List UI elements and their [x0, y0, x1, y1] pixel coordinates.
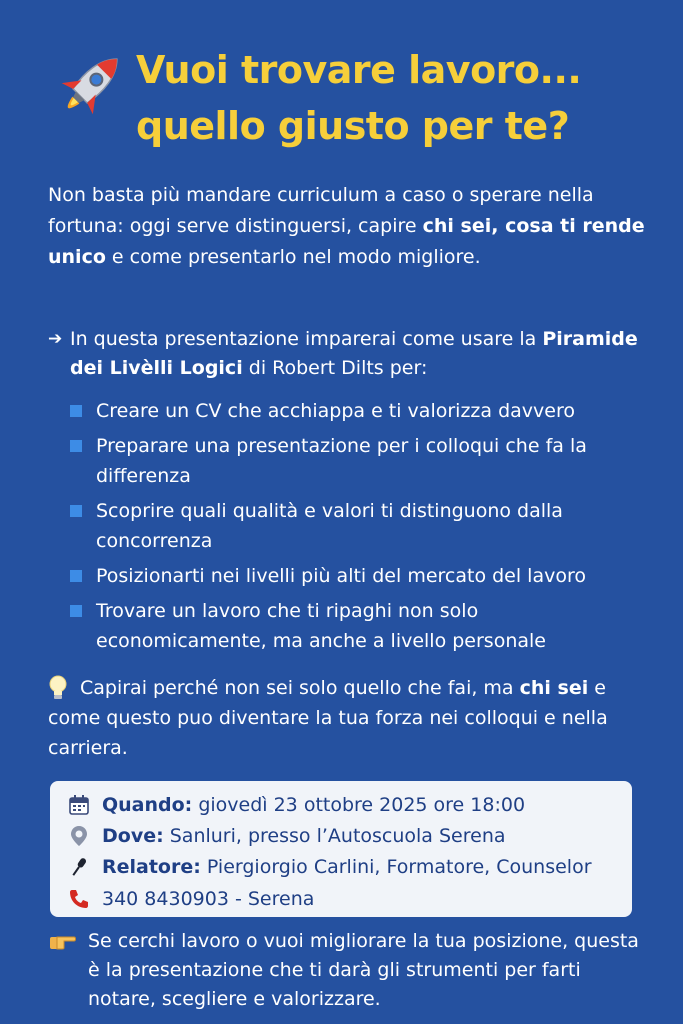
insight-text-2: e come questo puo diventare la tua forza nei colloqui e nella carriera.: [48, 677, 608, 759]
list-item: [70, 561, 650, 591]
arrow-icon: ➔: [48, 329, 63, 349]
list-item: [70, 496, 650, 556]
when-value: giovedì 23 ottobre 2025 ore 18:00: [192, 794, 526, 816]
footer-text: Se cerchi lavoro o vuoi migliorare la tua posizione, questa è la presentazione che ti darà gli strumenti per farti notare, scegliere e valorizzare.: [88, 930, 639, 1010]
list-item: [70, 396, 650, 426]
square-bullet-icon: [70, 505, 82, 517]
speaker-value: Piergiorgio Carlini, Formatore, Counselor: [200, 856, 592, 878]
event-info-card: [50, 781, 632, 917]
lead-bold: Piramide dei Livèlli Logici: [70, 328, 638, 379]
list-item-text: Preparare una presentazione per i colloqui che fa la differenza: [96, 435, 587, 487]
map-pin-icon: [68, 825, 90, 847]
when-label: Quando:: [102, 794, 193, 816]
lightbulb-icon: [48, 675, 68, 701]
intro-paragraph: [48, 180, 648, 273]
page-title: [136, 42, 666, 154]
where-label: Dove:: [102, 825, 164, 847]
speaker-label: Relatore:: [102, 856, 201, 878]
list-item-text: Trovare un lavoro che ti ripaghi non solo economicamente, ma anche a livello personale: [96, 600, 546, 652]
insight-bold: chi sei: [519, 677, 589, 699]
title-line-1: Vuoi trovare lavoro...: [136, 48, 582, 92]
event-phone: [68, 884, 628, 914]
pointing-hand-icon: [48, 931, 78, 951]
lead-paragraph: [48, 325, 648, 383]
footer-paragraph: [48, 927, 648, 1014]
benefits-list: [70, 396, 650, 661]
square-bullet-icon: [70, 440, 82, 452]
rocket-icon: [48, 44, 132, 128]
intro-bold: chi sei, cosa ti rende unico: [48, 215, 645, 268]
where-value: Sanluri, presso l’Autoscuola Serena: [163, 825, 506, 847]
square-bullet-icon: [70, 570, 82, 582]
list-item: [70, 431, 650, 491]
square-bullet-icon: [70, 605, 82, 617]
list-item-text: Scoprire quali qualità e valori ti distinguono dalla concorrenza: [96, 500, 563, 552]
insight-paragraph: [48, 673, 648, 763]
intro-text-2: e come presentarlo nel modo migliore.: [105, 246, 481, 268]
calendar-icon: [68, 794, 90, 816]
microphone-icon: [68, 856, 90, 878]
phone-icon: [68, 888, 90, 910]
list-item-text: Creare un CV che acchiappa e ti valorizza davvero: [96, 400, 575, 422]
intro-text-1: Non basta più mandare curriculum a caso o sperare nella fortuna: oggi serve distinguersi, capire: [48, 184, 594, 237]
square-bullet-icon: [70, 405, 82, 417]
title-line-2: quello giusto per te?: [136, 104, 570, 148]
lead-text-1: In questa presentazione imparerai come usare la: [70, 328, 543, 350]
event-where: [68, 821, 628, 851]
list-item-text: Posizionarti nei livelli più alti del mercato del lavoro: [96, 565, 586, 587]
event-when: [68, 790, 628, 820]
insight-text-1: Capirai perché non sei solo quello che fai, ma: [80, 677, 520, 699]
lead-text-2: di Robert Dilts per:: [242, 357, 428, 379]
list-item: [70, 596, 650, 656]
phone-number: 340 8430903 - Serena: [102, 888, 315, 910]
header: [48, 40, 658, 170]
event-speaker: [68, 852, 628, 882]
